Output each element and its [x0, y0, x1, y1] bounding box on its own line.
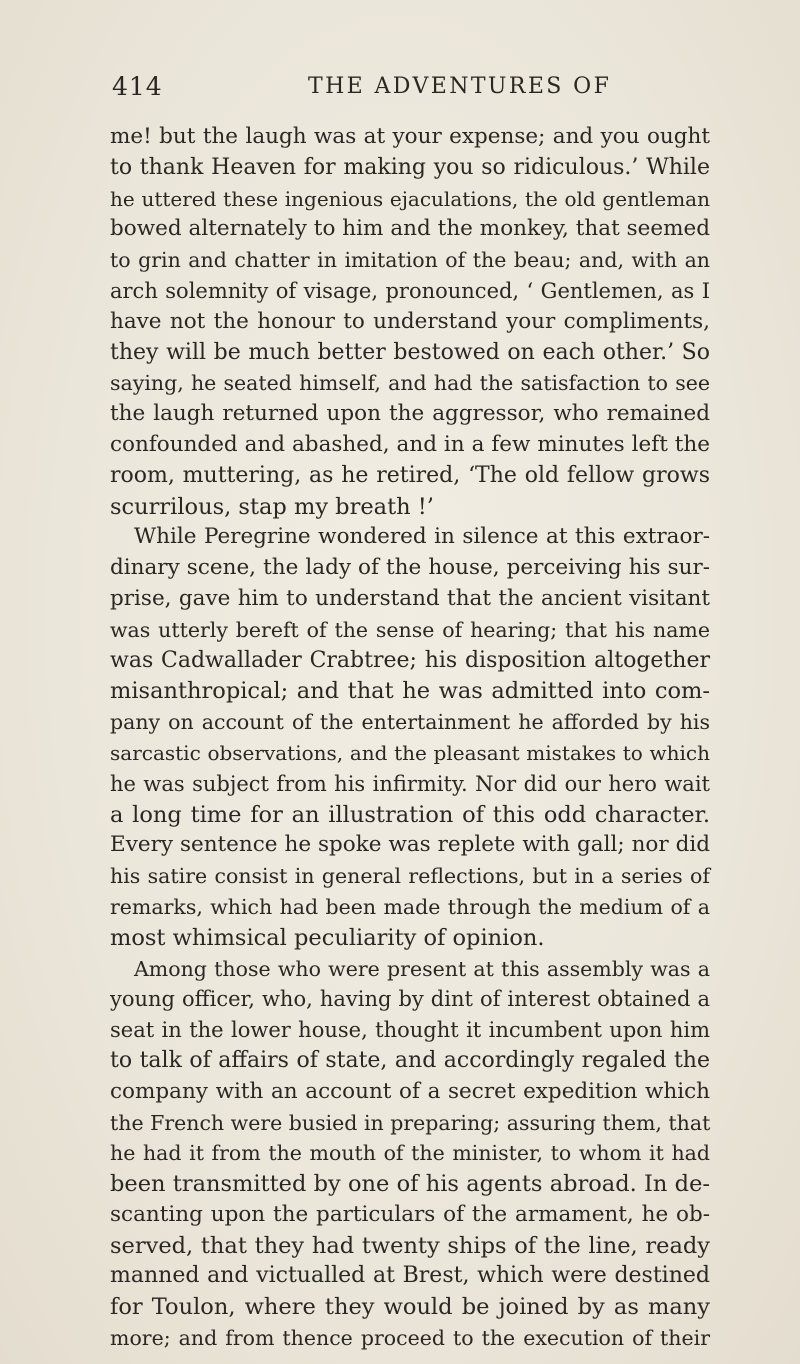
text-line: pany on account of the entertainment he afforded by his: [110, 710, 710, 735]
text-line: scanting upon the particulars of the armament, he ob-: [110, 1201, 710, 1227]
text-line: they will be much better bestowed on each other.’ So: [110, 339, 710, 365]
text-line: Every sentence he spoke was replete with gall; nor did: [110, 832, 710, 858]
text-line: to talk of affairs of state, and accordingly regaled the: [110, 1047, 710, 1073]
text-line: been transmitted by one of his agents abroad. In de-: [110, 1171, 710, 1198]
text-line: young officer, who, having by dint of interest obtained a: [110, 987, 710, 1012]
text-line: most whimsical peculiarity of opinion.: [110, 924, 545, 951]
text-line: his satire consist in general reflections, but in a series of: [110, 864, 710, 889]
text-line: have not the honour to understand your compliments,: [110, 308, 710, 334]
running-head: [112, 72, 672, 106]
text-line: sarcastic observations, and the pleasant mistakes to which: [110, 740, 710, 765]
text-line: to grin and chatter in imitation of the beau; and, with an: [110, 248, 710, 273]
text-line: he uttered these ingenious ejaculations, the old gentleman: [110, 186, 710, 211]
text-line: to thank Heaven for making you so ridiculous.’ While: [110, 154, 710, 180]
text-line: he was subject from his infirmity. Nor did our hero wait: [110, 771, 710, 796]
paragraph-start-line: Among those who were present at this assembly was a: [134, 956, 710, 981]
text-line: arch solemnity of visage, pronounced, ‘ Gentlemen, as I: [110, 278, 710, 303]
text-line: scurrilous, stap my breath !’: [110, 493, 434, 520]
text-line: prise, gave him to understand that the ancient visitant: [110, 585, 710, 611]
text-line: was utterly bereft of the sense of hearing; that his name: [110, 617, 710, 642]
text-line: the laugh returned upon the aggressor, who remained: [110, 401, 710, 427]
paragraph-start-line: While Peregrine wondered in silence at this extraor-: [134, 524, 710, 550]
text-line: misanthropical; and that he was admitted into com-: [110, 678, 710, 705]
text-line: served, that they had twenty ships of the line, ready: [110, 1232, 710, 1259]
text-line: seat in the lower house, thought it incumbent upon him: [110, 1018, 710, 1043]
text-line: room, muttering, as he retired, ‘The old fellow grows: [110, 462, 710, 488]
page-number: 414: [112, 72, 163, 101]
text-line: bowed alternately to him and the monkey, that seemed: [110, 216, 710, 242]
running-title: THE ADVENTURES OF: [308, 74, 612, 99]
text-line: more; and from thence proceed to the execution of their: [110, 1326, 710, 1351]
text-line: remarks, which had been made through the medium of a: [110, 894, 710, 919]
text-line: confounded and abashed, and in a few minutes left the: [110, 431, 710, 457]
text-line: dinary scene, the lady of the house, perceiving his sur-: [110, 555, 710, 581]
text-line: he had it from the mouth of the minister, to whom it had: [110, 1141, 710, 1166]
text-line: me! but the laugh was at your expense; and you ought: [110, 124, 710, 149]
body-text: [110, 122, 710, 1354]
text-line: the French were busied in preparing; assuring them, that: [110, 1110, 711, 1135]
text-line: company with an account of a secret expedition which: [110, 1078, 710, 1104]
text-line: was Cadwallader Crabtree; his disposition altogether: [110, 647, 710, 673]
text-line: for Toulon, where they would be joined by as many: [110, 1294, 710, 1321]
text-line: saying, he seated himself, and had the satisfaction to see: [110, 371, 710, 396]
text-line: a long time for an illustration of this odd character.: [110, 801, 710, 828]
text-line: manned and victualled at Brest, which were destined: [110, 1263, 710, 1289]
